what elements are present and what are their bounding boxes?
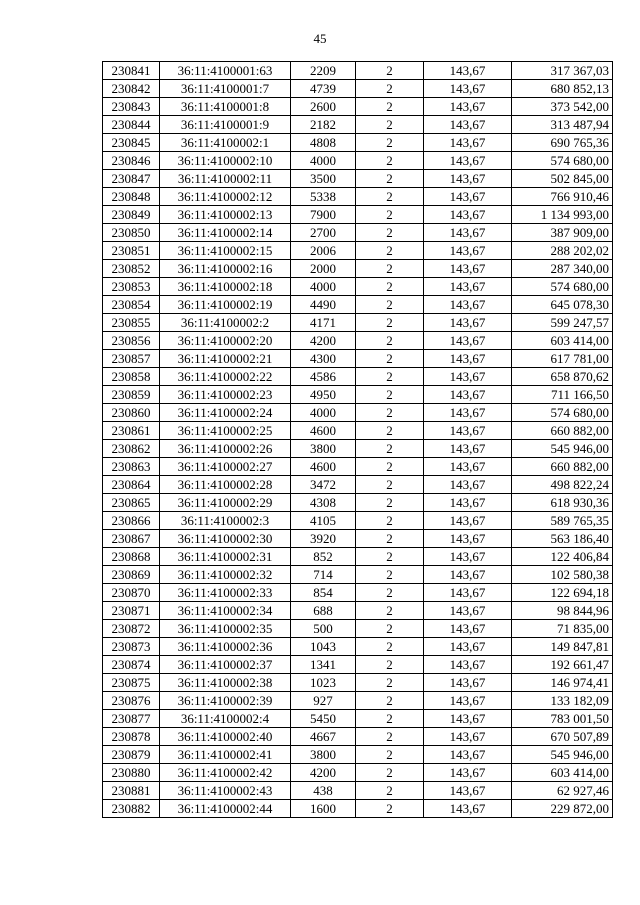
category-cell: 2	[356, 98, 424, 116]
table-row	[103, 674, 613, 692]
record-id-cell: 230854	[103, 296, 160, 314]
value-cell: 313 487,94	[512, 116, 613, 134]
value-cell: 618 930,36	[512, 494, 613, 512]
rate-cell: 143,67	[424, 728, 512, 746]
value-cell: 603 414,00	[512, 764, 613, 782]
area-cell: 927	[291, 692, 356, 710]
record-id-cell: 230851	[103, 242, 160, 260]
category-cell: 2	[356, 566, 424, 584]
table-row	[103, 98, 613, 116]
table-row	[103, 116, 613, 134]
rate-cell: 143,67	[424, 656, 512, 674]
value-cell: 599 247,57	[512, 314, 613, 332]
value-cell: 645 078,30	[512, 296, 613, 314]
area-cell: 714	[291, 566, 356, 584]
table-row	[103, 206, 613, 224]
value-cell: 98 844,96	[512, 602, 613, 620]
cadastral-number-cell: 36:11:4100002:31	[160, 548, 291, 566]
table-row	[103, 80, 613, 98]
table-row	[103, 764, 613, 782]
rate-cell: 143,67	[424, 476, 512, 494]
rate-cell: 143,67	[424, 170, 512, 188]
table-row	[103, 404, 613, 422]
rate-cell: 143,67	[424, 674, 512, 692]
cadastral-number-cell: 36:11:4100002:26	[160, 440, 291, 458]
record-id-cell: 230853	[103, 278, 160, 296]
rate-cell: 143,67	[424, 746, 512, 764]
record-id-cell: 230863	[103, 458, 160, 476]
area-cell: 4171	[291, 314, 356, 332]
area-cell: 688	[291, 602, 356, 620]
category-cell: 2	[356, 494, 424, 512]
category-cell: 2	[356, 224, 424, 242]
cadastral-number-cell: 36:11:4100002:1	[160, 134, 291, 152]
record-id-cell: 230880	[103, 764, 160, 782]
record-id-cell: 230882	[103, 800, 160, 818]
value-cell: 287 340,00	[512, 260, 613, 278]
record-id-cell: 230842	[103, 80, 160, 98]
value-cell: 680 852,13	[512, 80, 613, 98]
area-cell: 3472	[291, 476, 356, 494]
record-id-cell: 230869	[103, 566, 160, 584]
area-cell: 4308	[291, 494, 356, 512]
table-row	[103, 278, 613, 296]
record-id-cell: 230875	[103, 674, 160, 692]
rate-cell: 143,67	[424, 260, 512, 278]
value-cell: 670 507,89	[512, 728, 613, 746]
cadastral-number-cell: 36:11:4100002:20	[160, 332, 291, 350]
record-id-cell: 230848	[103, 188, 160, 206]
cadastral-number-cell: 36:11:4100002:3	[160, 512, 291, 530]
record-id-cell: 230844	[103, 116, 160, 134]
cadastral-number-cell: 36:11:4100002:38	[160, 674, 291, 692]
value-cell: 62 927,46	[512, 782, 613, 800]
table-row	[103, 314, 613, 332]
record-id-cell: 230877	[103, 710, 160, 728]
value-cell: 603 414,00	[512, 332, 613, 350]
category-cell: 2	[356, 296, 424, 314]
category-cell: 2	[356, 350, 424, 368]
record-id-cell: 230872	[103, 620, 160, 638]
cadastral-number-cell: 36:11:4100002:21	[160, 350, 291, 368]
value-cell: 711 166,50	[512, 386, 613, 404]
category-cell: 2	[356, 800, 424, 818]
rate-cell: 143,67	[424, 440, 512, 458]
record-id-cell: 230858	[103, 368, 160, 386]
value-cell: 122 406,84	[512, 548, 613, 566]
record-id-cell: 230847	[103, 170, 160, 188]
table-row	[103, 260, 613, 278]
rate-cell: 143,67	[424, 278, 512, 296]
table-row	[103, 710, 613, 728]
area-cell: 4200	[291, 332, 356, 350]
area-cell: 4300	[291, 350, 356, 368]
category-cell: 2	[356, 584, 424, 602]
cadastral-number-cell: 36:11:4100002:37	[160, 656, 291, 674]
page-number: 45	[313, 31, 327, 46]
rate-cell: 143,67	[424, 494, 512, 512]
table-row	[103, 728, 613, 746]
record-id-cell: 230878	[103, 728, 160, 746]
table-row	[103, 224, 613, 242]
cadastral-number-cell: 36:11:4100002:25	[160, 422, 291, 440]
cadastral-number-cell: 36:11:4100002:11	[160, 170, 291, 188]
area-cell: 4667	[291, 728, 356, 746]
table-body	[103, 62, 613, 818]
cadastral-number-cell: 36:11:4100002:30	[160, 530, 291, 548]
rate-cell: 143,67	[424, 800, 512, 818]
table-row	[103, 548, 613, 566]
category-cell: 2	[356, 728, 424, 746]
value-cell: 317 367,03	[512, 62, 613, 80]
cadastral-number-cell: 36:11:4100002:15	[160, 242, 291, 260]
record-id-cell: 230867	[103, 530, 160, 548]
area-cell: 1600	[291, 800, 356, 818]
cadastral-number-cell: 36:11:4100002:35	[160, 620, 291, 638]
table-row	[103, 170, 613, 188]
area-cell: 4000	[291, 152, 356, 170]
category-cell: 2	[356, 512, 424, 530]
rate-cell: 143,67	[424, 584, 512, 602]
table-row	[103, 494, 613, 512]
area-cell: 1023	[291, 674, 356, 692]
table-row	[103, 476, 613, 494]
area-cell: 4586	[291, 368, 356, 386]
cadastral-number-cell: 36:11:4100002:13	[160, 206, 291, 224]
rate-cell: 143,67	[424, 764, 512, 782]
rate-cell: 143,67	[424, 710, 512, 728]
cadastral-number-cell: 36:11:4100002:36	[160, 638, 291, 656]
area-cell: 4200	[291, 764, 356, 782]
record-id-cell: 230865	[103, 494, 160, 512]
rate-cell: 143,67	[424, 206, 512, 224]
record-id-cell: 230871	[103, 602, 160, 620]
area-cell: 4600	[291, 422, 356, 440]
category-cell: 2	[356, 638, 424, 656]
area-cell: 5450	[291, 710, 356, 728]
record-id-cell: 230870	[103, 584, 160, 602]
record-id-cell: 230874	[103, 656, 160, 674]
category-cell: 2	[356, 260, 424, 278]
area-cell: 4808	[291, 134, 356, 152]
cadastral-number-cell: 36:11:4100001:63	[160, 62, 291, 80]
rate-cell: 143,67	[424, 566, 512, 584]
area-cell: 4105	[291, 512, 356, 530]
category-cell: 2	[356, 656, 424, 674]
category-cell: 2	[356, 62, 424, 80]
record-id-cell: 230860	[103, 404, 160, 422]
value-cell: 563 186,40	[512, 530, 613, 548]
area-cell: 2182	[291, 116, 356, 134]
category-cell: 2	[356, 152, 424, 170]
area-cell: 4739	[291, 80, 356, 98]
area-cell: 4950	[291, 386, 356, 404]
cadastral-number-cell: 36:11:4100002:28	[160, 476, 291, 494]
area-cell: 7900	[291, 206, 356, 224]
area-cell: 854	[291, 584, 356, 602]
value-cell: 783 001,50	[512, 710, 613, 728]
table-row	[103, 422, 613, 440]
rate-cell: 143,67	[424, 782, 512, 800]
cadastral-number-cell: 36:11:4100001:8	[160, 98, 291, 116]
category-cell: 2	[356, 620, 424, 638]
record-id-cell: 230861	[103, 422, 160, 440]
table-row	[103, 602, 613, 620]
area-cell: 852	[291, 548, 356, 566]
record-id-cell: 230879	[103, 746, 160, 764]
category-cell: 2	[356, 674, 424, 692]
record-id-cell: 230864	[103, 476, 160, 494]
category-cell: 2	[356, 404, 424, 422]
value-cell: 502 845,00	[512, 170, 613, 188]
category-cell: 2	[356, 278, 424, 296]
table-row	[103, 584, 613, 602]
rate-cell: 143,67	[424, 422, 512, 440]
area-cell: 5338	[291, 188, 356, 206]
cadastral-number-cell: 36:11:4100002:22	[160, 368, 291, 386]
table-row	[103, 188, 613, 206]
rate-cell: 143,67	[424, 188, 512, 206]
rate-cell: 143,67	[424, 296, 512, 314]
rate-cell: 143,67	[424, 404, 512, 422]
value-cell: 146 974,41	[512, 674, 613, 692]
rate-cell: 143,67	[424, 332, 512, 350]
area-cell: 2000	[291, 260, 356, 278]
value-cell: 149 847,81	[512, 638, 613, 656]
category-cell: 2	[356, 80, 424, 98]
record-id-cell: 230862	[103, 440, 160, 458]
value-cell: 545 946,00	[512, 746, 613, 764]
value-cell: 589 765,35	[512, 512, 613, 530]
record-id-cell: 230868	[103, 548, 160, 566]
cadastral-number-cell: 36:11:4100002:10	[160, 152, 291, 170]
record-id-cell: 230857	[103, 350, 160, 368]
table-row	[103, 620, 613, 638]
record-id-cell: 230849	[103, 206, 160, 224]
cadastral-number-cell: 36:11:4100002:34	[160, 602, 291, 620]
cadastral-table-container	[102, 61, 612, 818]
cadastral-number-cell: 36:11:4100002:23	[160, 386, 291, 404]
category-cell: 2	[356, 458, 424, 476]
record-id-cell: 230873	[103, 638, 160, 656]
value-cell: 229 872,00	[512, 800, 613, 818]
table-row	[103, 746, 613, 764]
record-id-cell: 230859	[103, 386, 160, 404]
table-row	[103, 638, 613, 656]
record-id-cell: 230876	[103, 692, 160, 710]
rate-cell: 143,67	[424, 530, 512, 548]
value-cell: 288 202,02	[512, 242, 613, 260]
table-row	[103, 332, 613, 350]
category-cell: 2	[356, 710, 424, 728]
value-cell: 133 182,09	[512, 692, 613, 710]
cadastral-number-cell: 36:11:4100002:27	[160, 458, 291, 476]
table-row	[103, 350, 613, 368]
table-row	[103, 296, 613, 314]
value-cell: 574 680,00	[512, 152, 613, 170]
value-cell: 617 781,00	[512, 350, 613, 368]
cadastral-number-cell: 36:11:4100001:9	[160, 116, 291, 134]
value-cell: 122 694,18	[512, 584, 613, 602]
rate-cell: 143,67	[424, 620, 512, 638]
rate-cell: 143,67	[424, 548, 512, 566]
category-cell: 2	[356, 332, 424, 350]
area-cell: 4490	[291, 296, 356, 314]
cadastral-number-cell: 36:11:4100002:40	[160, 728, 291, 746]
cadastral-number-cell: 36:11:4100002:19	[160, 296, 291, 314]
category-cell: 2	[356, 188, 424, 206]
record-id-cell: 230846	[103, 152, 160, 170]
rate-cell: 143,67	[424, 602, 512, 620]
rate-cell: 143,67	[424, 224, 512, 242]
value-cell: 660 882,00	[512, 458, 613, 476]
value-cell: 660 882,00	[512, 422, 613, 440]
category-cell: 2	[356, 548, 424, 566]
cadastral-number-cell: 36:11:4100002:39	[160, 692, 291, 710]
category-cell: 2	[356, 530, 424, 548]
cadastral-number-cell: 36:11:4100002:14	[160, 224, 291, 242]
rate-cell: 143,67	[424, 80, 512, 98]
category-cell: 2	[356, 314, 424, 332]
cadastral-number-cell: 36:11:4100002:42	[160, 764, 291, 782]
value-cell: 192 661,47	[512, 656, 613, 674]
category-cell: 2	[356, 764, 424, 782]
area-cell: 1043	[291, 638, 356, 656]
category-cell: 2	[356, 206, 424, 224]
value-cell: 71 835,00	[512, 620, 613, 638]
value-cell: 373 542,00	[512, 98, 613, 116]
area-cell: 2700	[291, 224, 356, 242]
record-id-cell: 230852	[103, 260, 160, 278]
rate-cell: 143,67	[424, 116, 512, 134]
cadastral-number-cell: 36:11:4100002:18	[160, 278, 291, 296]
record-id-cell: 230841	[103, 62, 160, 80]
area-cell: 3500	[291, 170, 356, 188]
record-id-cell: 230843	[103, 98, 160, 116]
table-row	[103, 566, 613, 584]
record-id-cell: 230881	[103, 782, 160, 800]
area-cell: 4000	[291, 278, 356, 296]
cadastral-number-cell: 36:11:4100002:16	[160, 260, 291, 278]
value-cell: 574 680,00	[512, 404, 613, 422]
area-cell: 438	[291, 782, 356, 800]
record-id-cell: 230845	[103, 134, 160, 152]
table-row	[103, 782, 613, 800]
area-cell: 3800	[291, 746, 356, 764]
cadastral-number-cell: 36:11:4100002:2	[160, 314, 291, 332]
cadastral-number-cell: 36:11:4100002:44	[160, 800, 291, 818]
table-row	[103, 152, 613, 170]
table-row	[103, 134, 613, 152]
category-cell: 2	[356, 116, 424, 134]
value-cell: 498 822,24	[512, 476, 613, 494]
table-row	[103, 368, 613, 386]
category-cell: 2	[356, 134, 424, 152]
table-row	[103, 692, 613, 710]
area-cell: 2600	[291, 98, 356, 116]
rate-cell: 143,67	[424, 314, 512, 332]
table-row	[103, 800, 613, 818]
table-row	[103, 512, 613, 530]
category-cell: 2	[356, 440, 424, 458]
area-cell: 4600	[291, 458, 356, 476]
category-cell: 2	[356, 602, 424, 620]
area-cell: 2209	[291, 62, 356, 80]
rate-cell: 143,67	[424, 98, 512, 116]
cadastral-number-cell: 36:11:4100002:24	[160, 404, 291, 422]
category-cell: 2	[356, 746, 424, 764]
area-cell: 2006	[291, 242, 356, 260]
cadastral-number-cell: 36:11:4100002:12	[160, 188, 291, 206]
table-row	[103, 530, 613, 548]
area-cell: 3800	[291, 440, 356, 458]
cadastral-number-cell: 36:11:4100002:29	[160, 494, 291, 512]
table-row	[103, 656, 613, 674]
category-cell: 2	[356, 422, 424, 440]
cadastral-number-cell: 36:11:4100002:4	[160, 710, 291, 728]
record-id-cell: 230850	[103, 224, 160, 242]
table-row	[103, 242, 613, 260]
record-id-cell: 230856	[103, 332, 160, 350]
category-cell: 2	[356, 692, 424, 710]
cadastral-table	[102, 61, 613, 818]
cadastral-number-cell: 36:11:4100002:41	[160, 746, 291, 764]
area-cell: 1341	[291, 656, 356, 674]
value-cell: 387 909,00	[512, 224, 613, 242]
table-row	[103, 62, 613, 80]
area-cell: 4000	[291, 404, 356, 422]
value-cell: 102 580,38	[512, 566, 613, 584]
value-cell: 766 910,46	[512, 188, 613, 206]
value-cell: 574 680,00	[512, 278, 613, 296]
rate-cell: 143,67	[424, 62, 512, 80]
category-cell: 2	[356, 476, 424, 494]
category-cell: 2	[356, 386, 424, 404]
cadastral-number-cell: 36:11:4100002:43	[160, 782, 291, 800]
record-id-cell: 230866	[103, 512, 160, 530]
category-cell: 2	[356, 170, 424, 188]
area-cell: 500	[291, 620, 356, 638]
value-cell: 1 134 993,00	[512, 206, 613, 224]
rate-cell: 143,67	[424, 242, 512, 260]
record-id-cell: 230855	[103, 314, 160, 332]
cadastral-number-cell: 36:11:4100002:32	[160, 566, 291, 584]
rate-cell: 143,67	[424, 458, 512, 476]
cadastral-number-cell: 36:11:4100002:33	[160, 584, 291, 602]
rate-cell: 143,67	[424, 386, 512, 404]
rate-cell: 143,67	[424, 692, 512, 710]
rate-cell: 143,67	[424, 638, 512, 656]
area-cell: 3920	[291, 530, 356, 548]
category-cell: 2	[356, 368, 424, 386]
rate-cell: 143,67	[424, 152, 512, 170]
value-cell: 545 946,00	[512, 440, 613, 458]
category-cell: 2	[356, 242, 424, 260]
category-cell: 2	[356, 782, 424, 800]
table-row	[103, 440, 613, 458]
cadastral-number-cell: 36:11:4100001:7	[160, 80, 291, 98]
table-row	[103, 458, 613, 476]
rate-cell: 143,67	[424, 350, 512, 368]
rate-cell: 143,67	[424, 134, 512, 152]
rate-cell: 143,67	[424, 368, 512, 386]
value-cell: 658 870,62	[512, 368, 613, 386]
table-row	[103, 386, 613, 404]
rate-cell: 143,67	[424, 512, 512, 530]
value-cell: 690 765,36	[512, 134, 613, 152]
